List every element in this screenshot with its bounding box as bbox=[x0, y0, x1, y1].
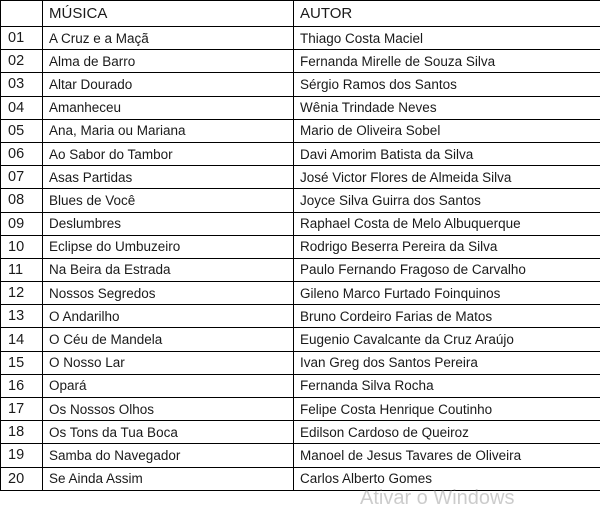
song-author: Davi Amorim Batista da Silva bbox=[294, 142, 600, 165]
song-title: Eclipse do Umbuzeiro bbox=[43, 235, 294, 258]
table-row bbox=[1, 282, 600, 305]
song-author: Felipe Costa Henrique Coutinho bbox=[294, 398, 600, 421]
row-number: 19 bbox=[1, 444, 43, 467]
windows-activation-watermark: Ativar o Windows bbox=[360, 487, 515, 509]
song-author: Paulo Fernando Fragoso de Carvalho bbox=[294, 258, 600, 281]
table-row bbox=[1, 212, 600, 235]
table-row bbox=[1, 50, 600, 73]
song-author: Edilson Cardoso de Queiroz bbox=[294, 421, 600, 444]
song-author: José Victor Flores de Almeida Silva bbox=[294, 166, 600, 189]
row-number: 10 bbox=[1, 235, 43, 258]
song-author: Fernanda Mirelle de Souza Silva bbox=[294, 50, 600, 73]
table-row bbox=[1, 351, 600, 374]
table-row bbox=[1, 119, 600, 142]
row-number: 08 bbox=[1, 189, 43, 212]
song-author: Thiago Costa Maciel bbox=[294, 27, 600, 50]
song-author: Eugenio Cavalcante da Cruz Araújo bbox=[294, 328, 600, 351]
table-row bbox=[1, 444, 600, 467]
song-author: Wênia Trindade Neves bbox=[294, 96, 600, 119]
table-row bbox=[1, 258, 600, 281]
table-row bbox=[1, 73, 600, 96]
header-song: MÚSICA bbox=[43, 1, 294, 27]
song-author: Bruno Cordeiro Farias de Matos bbox=[294, 305, 600, 328]
song-title: O Andarilho bbox=[43, 305, 294, 328]
row-number: 09 bbox=[1, 212, 43, 235]
song-title: Os Nossos Olhos bbox=[43, 398, 294, 421]
song-title: Nossos Segredos bbox=[43, 282, 294, 305]
song-title: A Cruz e a Maçã bbox=[43, 27, 294, 50]
row-number: 11 bbox=[1, 258, 43, 281]
table-row bbox=[1, 328, 600, 351]
song-author: Raphael Costa de Melo Albuquerque bbox=[294, 212, 600, 235]
song-title: Se Ainda Assim bbox=[43, 467, 294, 490]
row-number: 07 bbox=[1, 166, 43, 189]
row-number: 01 bbox=[1, 27, 43, 50]
table-row bbox=[1, 421, 600, 444]
row-number: 13 bbox=[1, 305, 43, 328]
song-title: Na Beira da Estrada bbox=[43, 258, 294, 281]
song-title: O Céu de Mandela bbox=[43, 328, 294, 351]
row-number: 03 bbox=[1, 73, 43, 96]
song-author: Fernanda Silva Rocha bbox=[294, 374, 600, 397]
row-number: 18 bbox=[1, 421, 43, 444]
table-header-row bbox=[1, 1, 600, 27]
song-title: Altar Dourado bbox=[43, 73, 294, 96]
song-author: Rodrigo Beserra Pereira da Silva bbox=[294, 235, 600, 258]
table-row bbox=[1, 27, 600, 50]
song-author: Manoel de Jesus Tavares de Oliveira bbox=[294, 444, 600, 467]
song-title: Samba do Navegador bbox=[43, 444, 294, 467]
row-number: 05 bbox=[1, 119, 43, 142]
row-number: 15 bbox=[1, 351, 43, 374]
table-row bbox=[1, 305, 600, 328]
row-number: 14 bbox=[1, 328, 43, 351]
row-number: 17 bbox=[1, 398, 43, 421]
row-number: 12 bbox=[1, 282, 43, 305]
row-number: 06 bbox=[1, 142, 43, 165]
header-author: AUTOR bbox=[294, 1, 600, 27]
table-row bbox=[1, 189, 600, 212]
song-author: Mario de Oliveira Sobel bbox=[294, 119, 600, 142]
song-title: Asas Partidas bbox=[43, 166, 294, 189]
table-row bbox=[1, 142, 600, 165]
song-author: Gileno Marco Furtado Foinquinos bbox=[294, 282, 600, 305]
table-row bbox=[1, 398, 600, 421]
table-row bbox=[1, 166, 600, 189]
row-number: 02 bbox=[1, 50, 43, 73]
song-title: Os Tons da Tua Boca bbox=[43, 421, 294, 444]
song-title: Ana, Maria ou Mariana bbox=[43, 119, 294, 142]
table-row bbox=[1, 235, 600, 258]
song-title: Blues de Você bbox=[43, 189, 294, 212]
table-row bbox=[1, 467, 600, 490]
song-title: Alma de Barro bbox=[43, 50, 294, 73]
song-author: Joyce Silva Guirra dos Santos bbox=[294, 189, 600, 212]
row-number: 20 bbox=[1, 467, 43, 490]
song-title: Opará bbox=[43, 374, 294, 397]
table-row bbox=[1, 96, 600, 119]
song-title: O Nosso Lar bbox=[43, 351, 294, 374]
song-author: Ivan Greg dos Santos Pereira bbox=[294, 351, 600, 374]
row-number: 16 bbox=[1, 374, 43, 397]
song-title: Amanheceu bbox=[43, 96, 294, 119]
song-author: Sérgio Ramos dos Santos bbox=[294, 73, 600, 96]
song-title: Ao Sabor do Tambor bbox=[43, 142, 294, 165]
song-author: Carlos Alberto Gomes bbox=[294, 467, 600, 490]
song-title: Deslumbres bbox=[43, 212, 294, 235]
table-row bbox=[1, 374, 600, 397]
row-number: 04 bbox=[1, 96, 43, 119]
header-number bbox=[1, 1, 43, 27]
